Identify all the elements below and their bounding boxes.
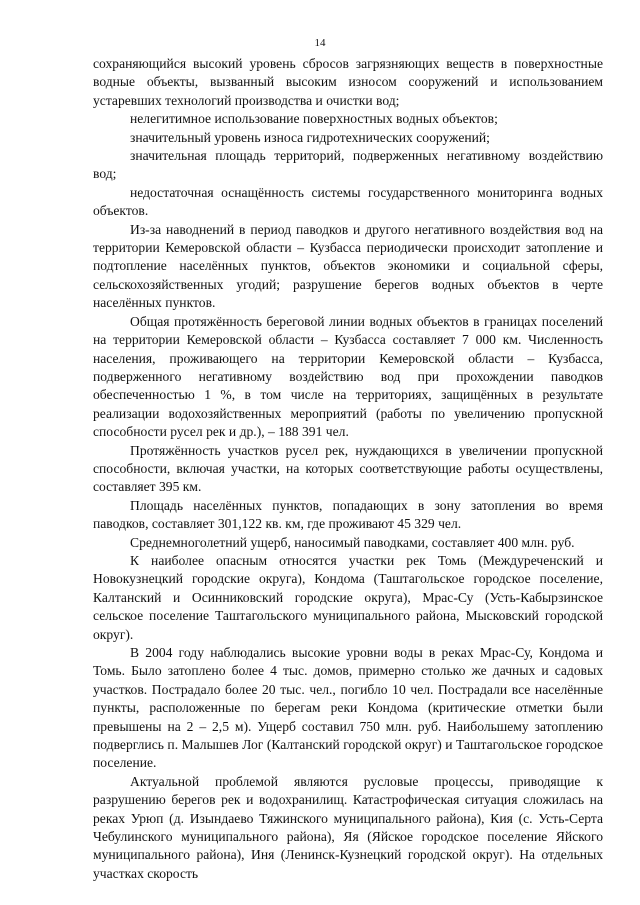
body-text [93,55,603,883]
paragraph: К наиболее опасным относятся участки рек Томь (Междуреченский и Новокузнецкий городские округа), Кондома (Таштагольское городское поселение, Калтанский и Осинниковский городские округа), Мрас-Су (Усть-Кабырзинское сельское поселение Таштагольского муниципального района, Мысковский городской округ). [93,552,603,642]
paragraph: В 2004 году наблюдались высокие уровни воды в реках Мрас-Су, Кондома и Томь. Было затоплено более 4 тыс. домов, примерно столько же дачных и садовых участков. Пострадало более 20 тыс. чел., погибло 10 чел. Пострадали все населённые пункты, расположенные по берегам реки Кондома (критические отметки были превышены на 2 – 2,5 м). Ущерб составил 750 млн. руб. Наибольшему затоплению подверглись п. Малышев Лог (Калтанский городской округ) и Таштагольское городское поселение. [93,645,603,771]
paragraph: недостаточная оснащённость системы государственного мониторинга водных объектов. [93,184,603,219]
paragraph: Из-за наводнений в период паводков и другого негативного воздействия вод на территории Кемеровской области – Кузбасса периодически происходит затопление и подтопление населённых пунктов, объектов экономики и социальной сферы, сельскохозяйственных угодий; разрушение берегов водных объектов в черте населённых пунктов. [93,221,603,311]
paragraph: Площадь населённых пунктов, попадающих в зону затопления во время паводков, составляет 301,122 кв. км, где проживают 45 329 чел. [93,497,603,532]
paragraph: нелегитимное использование поверхностных водных объектов; [130,111,498,127]
paragraph: Протяжённость участков русел рек, нуждающихся в увеличении пропускной способности, включая участки, на которых соответствующие работы осуществлены, составляет 395 км. [93,442,603,495]
paragraph: Среднемноголетний ущерб, наносимый паводками, составляет 400 млн. руб. [130,534,575,550]
paragraph: значительный уровень износа гидротехнических сооружений; [130,129,490,145]
paragraph: Актуальной проблемой являются русловые процессы, приводящие к разрушению берегов рек и водохранилищ. Катастрофическая ситуация сложилась на реках Урюп (д. Изындаево Тяжинского муниципального района), Кия (с. Усть-Серта Чебулинского муниципального района), Яя (Яйское городское поселение Яйского муниципального района), Иня (Ленинск-Кузнецкий городской округ). На отдельных участках скорость [93,773,603,881]
paragraph: значительная площадь территорий, подверженных негативному воздействию вод; [93,148,603,182]
page-number: 14 [314,37,326,49]
paragraph: Общая протяжённость береговой линии водных объектов в границах поселений на территории Кемеровской области – Кузбасса составляет 7 000 км. Численность населения, проживающего на территории Кемеровской области – Кузбасса, подверженного негативному воздействию вод при прохождении паводков обеспеченностью 1 %, в том числе на территориях, защищённых в результате реализации водохозяйственных мероприятий (работы по увеличению пропускной способности русел рек и др.), – 188 391 чел. [93,313,603,440]
paragraph: сохраняющийся высокий уровень сбросов загрязняющих веществ в поверхностные водные объекты, вызванный высоким износом сооружений и использованием устаревших технологий производства и очистки вод; [93,56,603,108]
